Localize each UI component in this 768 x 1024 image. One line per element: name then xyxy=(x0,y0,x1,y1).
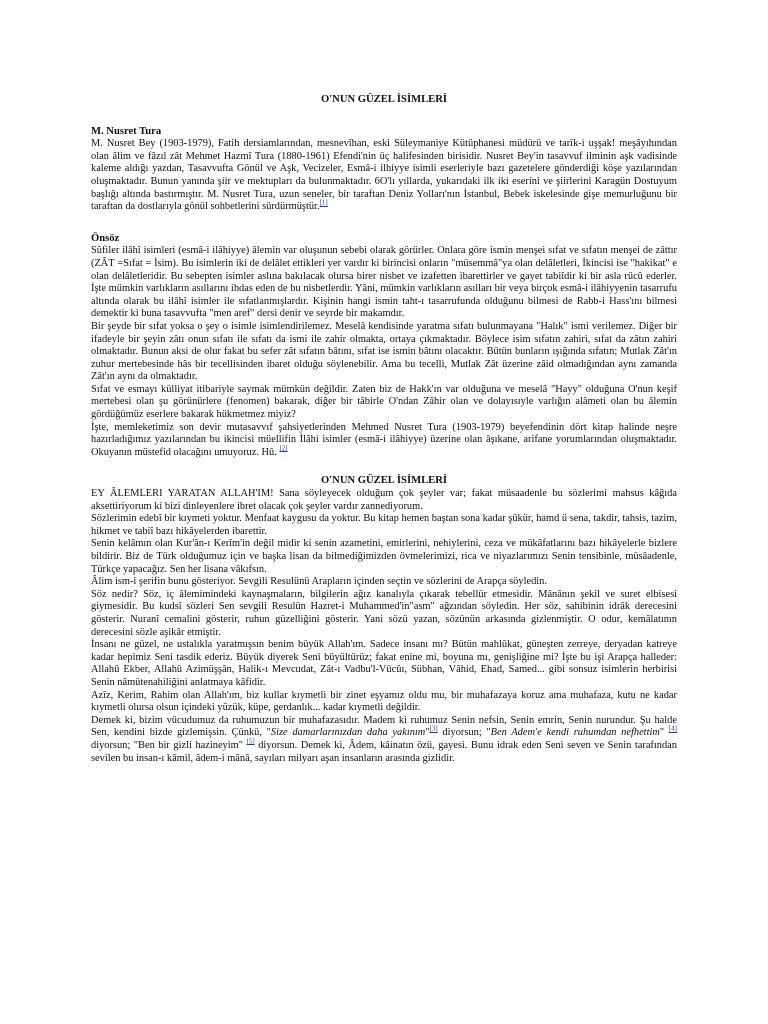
foreword-paragraph-2: Bir şeyde bir sıfat yoksa o şey o isimle isimlendirilemez. Meselâ kendisinde yaratma sıfatı bulunmayana "Halık" ismi verilemez. Diğer bir ifadeyle bir şeyin zâtı onun sıfatı ile sıfatı da ismi ile zahir olmakta, ortaya çıkmaktadır. Böylece isim sıfatın zahiri, sıfat da zâtın zahiri olmaktadır. Bunun aksi de olur fakat bu sefer zât sıfatın bâtını, sıfat ise ismin bâtını olacaktır. Bütün bunların ışığında sıfatın; Mutlak Zât'ın zuhur mertebesinde hâs bir tecellisinden ibaret olduğu söylenebilir. Ama bu tecelli, Mutlak Zât üzerine zâid olmadığından aynı zamanda Zât'ın aynı da olmaktadır. xyxy=(91,320,677,383)
quote-1: Size damarlarınızdan daha yakınım xyxy=(270,727,426,739)
footnote-link-3[interactable]: [3] xyxy=(429,724,438,733)
foreword-paragraph-1: Sûfiler ilâhî isimleri (esmâ-i ilâhiyye) âlemin var oluşunun sebebi olarak görürler. Onlara göre ismin menşei sıfat ve sıfatın menşei de zâttır (ZÂT =Sıfat = İsim). Bu isimlerin iki de delâlet ettikleri yer vardır ki birincisi onların "müsemmâ"ya olan delâletleri, İkincisi ise "hakikat" e olan delâletleridir. Bu sebepten isimler aslına bakılacak olursa birer nisbet ve izafetten ibarettirler ve gayet tabiîdir ki bir asla rücû ederler. İşte mümkin varlıkların asıllarını ihdas eden de bu nisbetlerdir. Yâni, mümkin varlıkların asılları bir veya birçok esmâ-i ilâhiyyenin tasarrufu altında olarak bu ilâhî isimler ile sıfatlanmışlardır. Kişinin hangi ismin taht-ı tasarrufunda olduğunu bilmesi de Rabb-i Hass'ını bilmesi demektir ki buna tasavvufta "men aref" dersi denir ve seyrde bir makamdır. xyxy=(91,245,677,320)
main-paragraph-8-part-f: diyorsun. Demek ki, Âdem, kâinatın özü, gayesi. Bunu idrak eden Seni seven ve Senin tarafından sevilen bu insan-ı kâmil, âdem-i mânâ, sayıları milyarı aşan insanların arasında gizlidir. xyxy=(91,739,677,764)
section-title: O'NUN GÜZEL İSİMLERİ xyxy=(321,475,447,487)
foreword-heading: Önsöz xyxy=(91,232,120,244)
footnote-link-4[interactable]: [4] xyxy=(668,724,677,733)
foreword-paragraph-3: Sıfat ve esmayı külliyat itibariyle saymak mümkün değildir. Zaten biz de Hakk'ın var olduğuna ve meselâ "Hayy" olduğuna O'nun keşif mertebesi olan şu görünürlere (fenomen) bakarak, diğer bir tâbirle O'ndan Zâhir olan ve dolayısıyle varlığın alâmeti olan bu âlemin gördüğümüz eserlere bakarak hükmetmez miyiz? xyxy=(91,383,677,421)
main-paragraph-8-part-e: diyorsun; "Ben bir gizli hazineyim" xyxy=(91,739,247,751)
main-paragraph-1: EY ÂLEMLERI YARATAN ALLAH'IM! Sana söyleyecek olduğum çok şeyler var; fakat müsaadenle bu sözlerimi mahsus kâğıda aksettiriyorum ki bizi dinleyenlere ibret olacak çok şeyler vardır zannediyorum. xyxy=(91,488,677,512)
main-paragraph-6: İnsanı ne güzel, ne ustalıkla yaratmışsın benim büyük Allah'ım. Sadece insanı mı? Bütün mahlûkat, güneşten zerreye, deryadan katreye kadar hepimiz Seni tasdik ederiz. Büyük diyerek Seni büyültürüz; fakat enine mi, boyuna mı, genişliğine mi? İşte bu işi Arapça halleder: Allahû Ekber, Allahû Azimüşşân, Halik-ı Mevcudat, Zât-ı Vadbu'l-Vücûı, Sübhan, Vâhid, Ehad, Samed... gibi sonsuz isimlerin herbirisi Senin nâmütenahiliğini anlatmaya kâfidir. xyxy=(91,639,677,688)
main-paragraph-4: Âlim ism-i şerifin bunu gösteriyor. Sevgili Resulünü Arapların içinden seçtin ve sözlerini de Arapça söyledin. xyxy=(91,576,547,588)
footnote-link-1[interactable]: [1] xyxy=(319,198,328,207)
footnote-link-5[interactable]: [5] xyxy=(246,737,255,746)
main-paragraph-8-part-d: " xyxy=(659,727,669,739)
main-paragraph-8 xyxy=(91,715,677,765)
main-paragraph-3: Senin kelâmın olan Kur'ân-ı Kerîm'in değil midir ki senin azametini, emirlerini, nehiylerini, ceza ve mükâfatlarını bazı hikâyelerle bizlere bildirir. Biz de Türk olduğumuz için ve başka lisan da bilmediğimizden övmelerimizi, rica ve niyazlarımızı Senin tensibinle, müsâadenle, Türkçe yapacağız. Sen her lisana vâkıfsın. xyxy=(91,538,677,575)
main-paragraph-5: Söz nedir? Söz, iç âlemimindeki kaynaşmaların, bilgilerin ağız kanalıyla çıkarak tebellür etmesidir. Mânânın şekil ve suret elbisesi giymesidir. Bu kudsî sözleri Sen sevgili Resulün Hazret-i Muhammed'in"asm" ağzından söyledin. Her söz, sahibinin idrâk derecesini gösterir. Nuranî cemalini gösterir, ruhun güzelliğini gösterir. Yani sözü yazan, sözünün arkasında gizlenmiştir. O odur, kemâlatının derecesini sözle aşikâr etmiştir. xyxy=(91,588,677,638)
author-name: M. Nusret Tura xyxy=(91,125,162,137)
main-paragraph-7: Azîz, Kerim, Rahim olan Allah'ım, biz kullar kıymetli bir zinet eşyamız oldu mu, bir muhafazaya koruz ama muhafaza, kutu ne kadar kıymetli olursa olsun içindeki yüzük, küpe, gerdanlık... kadar kıymetli değildir. xyxy=(91,689,677,714)
main-paragraph-8-part-b: " xyxy=(425,727,430,739)
bio-paragraph xyxy=(91,138,677,214)
main-paragraph-8-part-c: diyorsun; " xyxy=(437,727,491,739)
main-paragraph-2: Sözlerimin edebî bir kıymeti yoktur. Menfaat kaygusu da yoktur. Bu kitap hemen baştan sona kadar şükür, hamd ü sena, takdir, tahsis, tazim, hikmet ve tabiî bazı hikâyelerden ibarettir. xyxy=(91,513,677,537)
bio-text: M. Nusret Bey (1903-1979), Fatih dersiamlarından, mesnevîhan, eski Süleymaniye Kütüphanesi müdürü ve tarîk-i uşşak! meşâyıhından olan âlim ve fâzıl zât Mehmet Hazmî Tura (1880-1961) Efendi'nin üç halifesinden birisidir. Nusret Bey'in tasavvuf ilminin aşk vadisinde kaleme aldığı yazdan, Tasavvufta Gönül ve Aşk, Vecizeler, Esmâ-i ilhiyye isimli eserleriyle bazı gazetelere gönderdiği köşe yazılarından oluşmaktadır. Bunun yanında şiir ve mektupları da bulunmaktadır. 6O'lı yıllarda, yukarıdaki ilk iki eserini ve şiirlerini Karagün Dostuyum başlığı altında bastırmıştır. M. Nusret Tura, uzun seneler, bir taraftan Deniz Yolları'nın İstanbul, Bebek iskelesinde gişe memurluğunu bir taraftan da dostlarıyla gönül sohbetlerini sürdürmüştür. xyxy=(91,138,677,213)
document-title: O'NUN GÜZEL İSİMLERİ xyxy=(321,94,447,105)
foreword-paragraph-4-text: İşte, memleketimiz son devir mutasavvıf şahsiyetlerinden Mehmed Nusret Tura (1903-1979) beyefendinin dört kitap halinde neşre hazırladığımız yazılarından bu ikincisi müellifin İlâhi isimler (esmâ-i ilâhiyye) üzerine olan âşıkane, arifane yorumlarından oluşmaktadır. Okuyanın müstefid olacağını umuyoruz. Hû. xyxy=(91,421,677,458)
footnote-link-2[interactable]: [2] xyxy=(279,444,288,453)
foreword-paragraph-4 xyxy=(91,422,677,460)
quote-2: Ben Adem'e kendi ruhumdan nefhettim xyxy=(490,727,660,739)
main-paragraph-8-part-a: Demek ki, bizim vücudumuz da ruhumuzun bir muhafazasıdır. Madem ki ruhumuz Senin nefsin, Senin emrin, Senin nurundur. Şu halde Sen, kendini bizde gizlemişsin. Çünkü, " xyxy=(91,714,677,739)
